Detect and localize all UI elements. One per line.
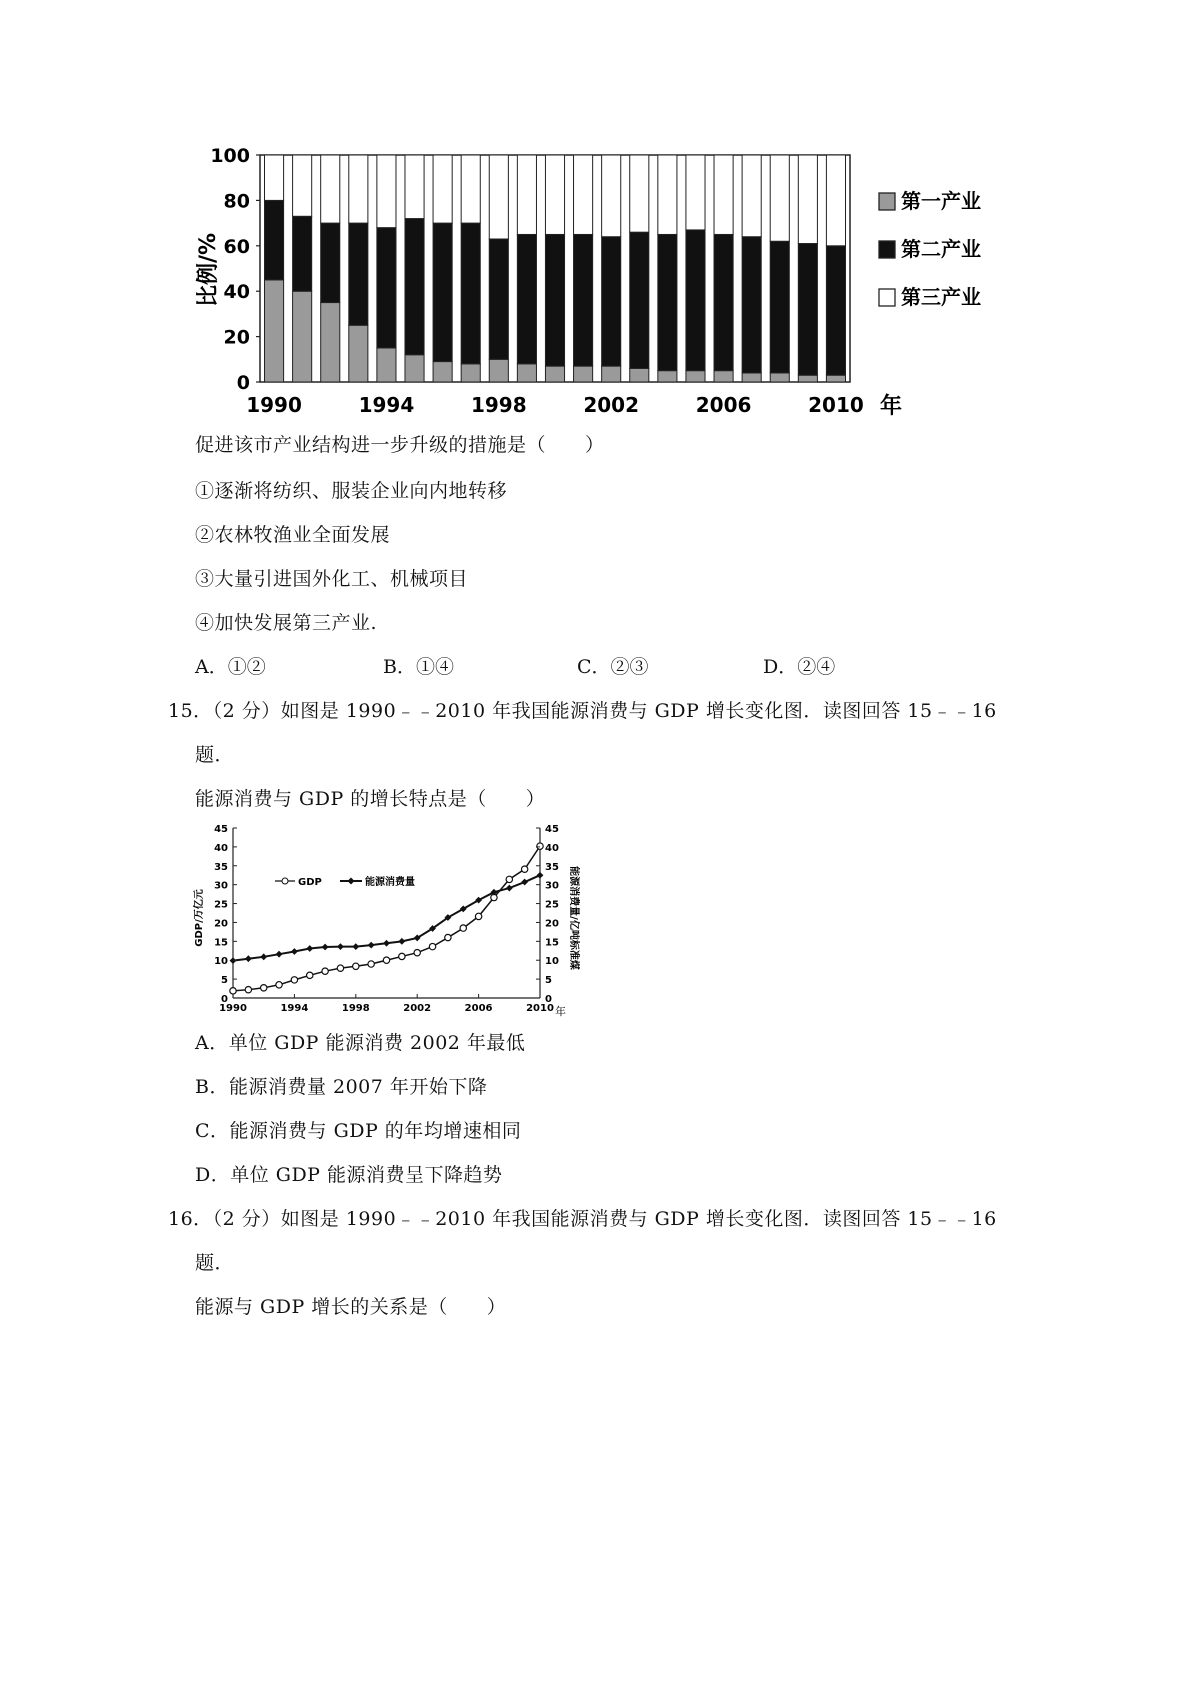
q15-header-line1: 15．（2 分）如图是 1990﹣﹣2010 年我国能源消费与 GDP 增长变化图．读图回答 15﹣﹣16	[168, 700, 997, 722]
legend-energy-marker	[348, 878, 355, 885]
bar-segment-1998-2	[489, 239, 508, 359]
y-axis-label: 比例/%	[196, 232, 221, 308]
bar-segment-2000-1	[545, 366, 564, 382]
gdp-point-1996	[322, 968, 328, 974]
bar-segment-2004-3	[658, 155, 677, 234]
bar-segment-2004-2	[658, 234, 677, 370]
bar-segment-2003-2	[630, 232, 649, 368]
y-tick-label-left: 20	[214, 918, 228, 930]
bar-segment-1993-2	[349, 223, 368, 325]
bar-segment-2008-2	[770, 241, 789, 373]
bar-segment-1997-3	[461, 155, 480, 223]
y-tick-label-right: 45	[545, 824, 559, 835]
bar-segment-2000-2	[545, 234, 564, 366]
legend-gdp-label: GDP	[298, 877, 322, 888]
energy-point-2008	[506, 885, 513, 892]
q16-header-line2: 题．	[195, 1252, 235, 1274]
y-tick-label-left: 45	[214, 824, 228, 835]
bar-segment-1996-3	[433, 155, 452, 223]
gdp-point-1991	[245, 986, 251, 992]
gdp-point-1990	[230, 988, 236, 994]
q15-option-a[interactable]: A．单位 GDP 能源消费 2002 年最低	[195, 1032, 526, 1054]
bar-segment-1990-3	[264, 155, 283, 200]
gdp-point-1992	[261, 985, 267, 991]
bar-segment-2008-3	[770, 155, 789, 241]
x-tick-label: 2002	[583, 393, 640, 417]
bar-segment-2006-2	[714, 234, 733, 370]
x-axis-unit: 年	[880, 394, 903, 419]
bar-segment-1998-3	[489, 155, 508, 239]
bar-segment-2003-1	[630, 368, 649, 382]
q14-option-d[interactable]: D．②④	[763, 656, 836, 678]
legend-swatch-1	[879, 193, 895, 210]
energy-point-1995	[306, 945, 313, 952]
industry-structure-chart	[185, 140, 1025, 430]
bar-segment-1992-1	[321, 303, 340, 382]
q15-stem: 能源消费与 GDP 的增长特点是（ ）	[195, 788, 546, 810]
energy-point-2009	[521, 879, 528, 886]
bar-segment-2000-3	[545, 155, 564, 234]
x-tick-label: 1994	[358, 393, 415, 417]
bar-segment-1991-3	[293, 155, 312, 216]
bar-segment-2010-3	[826, 155, 845, 246]
bar-segment-1994-2	[377, 228, 396, 348]
energy-point-2001	[398, 938, 405, 945]
bar-segment-2007-2	[742, 237, 761, 373]
legend-label-3: 第三产业	[901, 285, 981, 309]
bar-segment-1992-2	[321, 223, 340, 302]
bar-segment-1990-1	[264, 280, 283, 382]
bar-segment-2009-3	[798, 155, 817, 244]
bar-segment-2007-1	[742, 373, 761, 382]
energy-point-1991	[245, 955, 252, 962]
bar-segment-2007-3	[742, 155, 761, 237]
y-tick-label-right: 35	[545, 861, 559, 873]
bar-segment-2005-2	[686, 230, 705, 371]
bar-segment-2009-1	[798, 375, 817, 382]
q14-option-b[interactable]: B．①④	[383, 656, 454, 678]
energy-point-1999	[368, 942, 375, 949]
gdp-point-1995	[307, 972, 313, 978]
bar-segment-1994-3	[377, 155, 396, 228]
bar-segment-1997-2	[461, 223, 480, 364]
legend-gdp-marker	[282, 878, 288, 884]
bar-segment-2010-1	[826, 375, 845, 382]
y-axis-label-left: GDP/万亿元	[194, 889, 205, 947]
bar-segment-2005-1	[686, 371, 705, 382]
x-tick-label: 2006	[695, 393, 752, 417]
legend-energy-label: 能源消费量	[365, 877, 415, 888]
q14-option-c[interactable]: C．②③	[577, 656, 649, 678]
y-tick-label: 100	[210, 145, 250, 167]
y-tick-label-right: 40	[545, 842, 559, 854]
y-tick-label-right: 20	[545, 918, 559, 930]
energy-point-1992	[260, 953, 267, 960]
bar-segment-1999-1	[517, 364, 536, 382]
bar-segment-2009-2	[798, 244, 817, 376]
bar-segment-1995-3	[405, 155, 424, 219]
y-tick-label: 40	[223, 281, 250, 304]
bar-segment-2006-3	[714, 155, 733, 234]
energy-point-2010	[537, 872, 544, 879]
gdp-point-2006	[475, 913, 481, 919]
gdp-point-2004	[445, 934, 451, 940]
y-tick-label-right: 30	[545, 880, 559, 892]
gdp-energy-chart	[190, 818, 580, 1020]
x-tick-label: 2010	[808, 393, 864, 417]
y-tick-label-right: 5	[545, 975, 552, 987]
q14-item-1: ①逐渐将纺织、服装企业向内地转移	[195, 480, 508, 502]
gdp-point-2009	[521, 866, 527, 872]
x-tick-label: 1998	[341, 1003, 370, 1014]
q15-header-line2: 题．	[195, 744, 235, 766]
q14-item-3: ③大量引进国外化工、机械项目	[195, 568, 469, 590]
bar-segment-1992-3	[321, 155, 340, 223]
gdp-point-2003	[429, 943, 435, 949]
bar-segment-2005-3	[686, 155, 705, 230]
series-line-2	[233, 875, 540, 960]
bar-segment-1995-2	[405, 219, 424, 355]
bar-segment-2002-3	[602, 155, 621, 237]
q16-header-line1: 16．（2 分）如图是 1990﹣﹣2010 年我国能源消费与 GDP 增长变化图．读图回答 15﹣﹣16	[168, 1208, 997, 1230]
gdp-point-2001	[399, 953, 405, 959]
q14-item-2: ②农林牧渔业全面发展	[195, 524, 391, 546]
y-tick-label-right: 0	[545, 994, 552, 1005]
bar-segment-2002-2	[602, 237, 621, 366]
y-tick-label-left: 5	[221, 975, 228, 987]
bar-segment-2001-3	[574, 155, 593, 234]
x-axis-unit: 年	[555, 1005, 566, 1018]
bar-segment-1995-1	[405, 355, 424, 382]
energy-point-1996	[322, 944, 329, 951]
y-tick-label: 80	[223, 190, 250, 213]
y-tick-label-right: 25	[545, 899, 559, 911]
gdp-point-2002	[414, 949, 420, 955]
x-tick-label: 1998	[470, 393, 527, 417]
gdp-point-2010	[537, 843, 543, 849]
bar-segment-1997-1	[461, 364, 480, 382]
bar-segment-1993-1	[349, 325, 368, 382]
gdp-point-1994	[291, 977, 297, 983]
bar-segment-1991-2	[293, 216, 312, 291]
legend-swatch-2	[879, 241, 895, 258]
bar-segment-1993-3	[349, 155, 368, 223]
q16-stem: 能源与 GDP 增长的关系是（ ）	[195, 1296, 507, 1318]
bar-segment-2001-1	[574, 366, 593, 382]
y-tick-label: 60	[223, 235, 250, 258]
bar-segment-1996-2	[433, 223, 452, 361]
q15-option-c[interactable]: C．能源消费与 GDP 的年均增速相同	[195, 1120, 522, 1142]
bar-segment-2004-1	[658, 371, 677, 382]
y-tick-label-left: 35	[214, 861, 228, 873]
legend-swatch-3	[879, 289, 895, 306]
bar-segment-2003-3	[630, 155, 649, 232]
legend-label-2: 第二产业	[901, 237, 981, 261]
gdp-point-2000	[383, 957, 389, 963]
q14-option-a[interactable]: A．①②	[195, 656, 266, 678]
energy-point-1994	[291, 948, 298, 955]
gdp-point-1993	[276, 982, 282, 988]
bar-segment-2002-1	[602, 366, 621, 382]
x-tick-label: 2006	[464, 1003, 493, 1014]
bar-segment-2001-2	[574, 234, 593, 366]
y-tick-label-right: 10	[545, 956, 559, 968]
energy-point-1998	[352, 943, 359, 950]
y-tick-label-left: 0	[221, 994, 228, 1005]
x-tick-label: 1990	[219, 1003, 247, 1014]
y-tick-label-left: 25	[214, 899, 228, 911]
energy-point-1993	[276, 951, 283, 958]
x-tick-label: 1990	[246, 393, 302, 417]
bar-segment-2008-1	[770, 373, 789, 382]
y-tick-label-left: 30	[214, 880, 228, 892]
bar-segment-1998-1	[489, 359, 508, 382]
gdp-point-2005	[460, 925, 466, 931]
bar-segment-1999-3	[517, 155, 536, 234]
q14-item-4: ④加快发展第三产业.	[195, 612, 378, 634]
y-tick-label-left: 40	[214, 842, 228, 854]
gdp-point-1999	[368, 961, 374, 967]
y-tick-label-right: 15	[545, 937, 559, 949]
y-axis-label-right: 能源消费量/亿吨标准煤	[568, 866, 579, 970]
legend-label-1: 第一产业	[901, 189, 981, 213]
series-line-1	[233, 846, 540, 991]
x-tick-label: 2010	[526, 1003, 554, 1014]
energy-point-2000	[383, 940, 390, 947]
y-tick-label: 20	[223, 326, 250, 349]
bar-segment-1994-1	[377, 348, 396, 382]
q14-stem: 促进该市产业结构进一步升级的措施是（ ）	[195, 434, 605, 456]
x-tick-label: 2002	[403, 1003, 432, 1014]
bar-segment-1990-2	[264, 200, 283, 279]
energy-point-1997	[337, 943, 344, 950]
q15-option-b[interactable]: B．能源消费量 2007 年开始下降	[195, 1076, 488, 1098]
y-tick-label-left: 10	[214, 956, 228, 968]
y-tick-label-left: 15	[214, 937, 228, 949]
y-tick-label: 0	[236, 372, 250, 394]
x-tick-label: 1994	[280, 1003, 309, 1014]
bar-segment-1996-1	[433, 362, 452, 382]
bar-segment-1991-1	[293, 291, 312, 382]
bar-segment-1999-2	[517, 234, 536, 363]
gdp-point-2008	[506, 876, 512, 882]
bar-segment-2010-2	[826, 246, 845, 375]
gdp-point-1998	[353, 963, 359, 969]
bar-segment-2006-1	[714, 371, 733, 382]
q15-option-d[interactable]: D．单位 GDP 能源消费呈下降趋势	[195, 1164, 503, 1186]
gdp-point-1997	[337, 965, 343, 971]
